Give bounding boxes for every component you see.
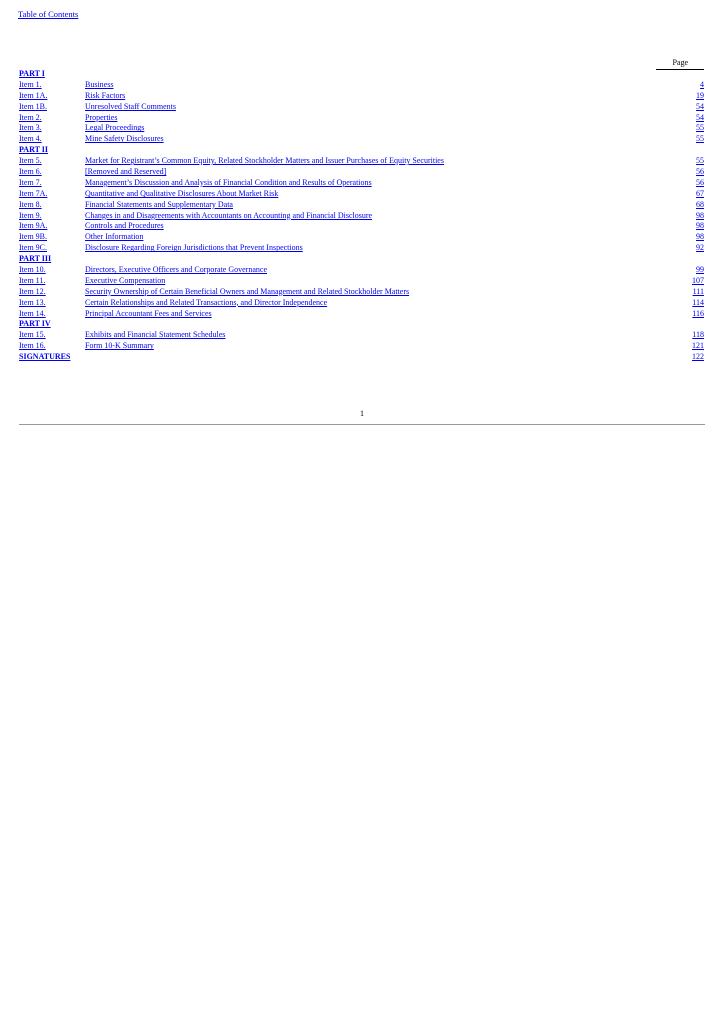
- toc-item-number-link[interactable]: Item 9B.: [19, 232, 47, 242]
- toc-page-link[interactable]: 19: [696, 90, 704, 100]
- toc-page-cell: [664, 156, 704, 167]
- table-of-contents: [19, 69, 704, 363]
- toc-item-title-link[interactable]: [Removed and Reserved]: [85, 167, 167, 177]
- toc-item-number-link[interactable]: Item 6.: [19, 167, 42, 177]
- toc-item-number-cell: [19, 80, 85, 91]
- toc-item-title-cell: [85, 232, 664, 243]
- toc-item-title-link[interactable]: Changes in and Disagreements with Accountants on Accounting and Financial Disclosure: [85, 210, 373, 220]
- toc-item-row: [19, 156, 704, 167]
- toc-page-cell: [664, 134, 704, 145]
- toc-item-row: [19, 200, 704, 211]
- toc-part-row: [19, 254, 704, 265]
- toc-item-number-cell: [19, 221, 85, 232]
- toc-item-title-link[interactable]: Properties: [85, 112, 118, 122]
- toc-item-number-cell: [19, 91, 85, 102]
- toc-item-title-link[interactable]: Business: [85, 79, 114, 89]
- toc-item-number-cell: [19, 178, 85, 189]
- toc-item-title-cell: [85, 211, 664, 222]
- toc-item-title-link[interactable]: Executive Compensation: [85, 275, 166, 285]
- toc-item-title-cell: [85, 243, 664, 254]
- toc-item-title-cell: [85, 276, 664, 287]
- toc-item-number-cell: [19, 232, 85, 243]
- toc-item-title-cell: [85, 134, 664, 145]
- toc-part-cell: [19, 69, 704, 80]
- toc-item-row: [19, 276, 704, 287]
- toc-page-link[interactable]: 55: [696, 156, 704, 166]
- toc-item-title-cell: [85, 287, 664, 298]
- toc-item-title-cell: [85, 309, 664, 320]
- toc-part-cell: [19, 145, 704, 156]
- toc-item-row: [19, 298, 704, 309]
- toc-item-number-link[interactable]: Item 1A.: [19, 90, 48, 100]
- toc-page-link[interactable]: 54: [696, 101, 704, 111]
- toc-item-number-link[interactable]: Item 2.: [19, 112, 42, 122]
- toc-item-title-link[interactable]: Legal Proceedings: [85, 123, 145, 133]
- toc-item-number-link[interactable]: Item 12.: [19, 286, 46, 296]
- toc-item-number-link[interactable]: Item 10.: [19, 265, 46, 275]
- toc-item-number-cell: [19, 309, 85, 320]
- toc-item-title-cell: [85, 113, 664, 124]
- toc-item-title-cell: [85, 265, 664, 276]
- toc-item-title-link[interactable]: Financial Statements and Supplementary Data: [85, 199, 233, 209]
- toc-item-row: [19, 189, 704, 200]
- toc-item-number-cell: [19, 156, 85, 167]
- toc-item-row: [19, 211, 704, 222]
- toc-item-row: [19, 123, 704, 134]
- toc-page-link[interactable]: 111: [692, 286, 704, 296]
- toc-page-link[interactable]: 92: [696, 243, 704, 253]
- toc-item-title-cell: [85, 102, 664, 113]
- toc-page-cell: [664, 211, 704, 222]
- toc-item-row: [19, 243, 704, 254]
- toc-page-cell: [664, 200, 704, 211]
- toc-item-title-link[interactable]: Controls and Procedures: [85, 221, 164, 231]
- toc-page-cell: [664, 298, 704, 309]
- toc-part-row: [19, 145, 704, 156]
- toc-part-row: [19, 319, 704, 330]
- toc-item-number-link[interactable]: Item 9.: [19, 210, 42, 220]
- toc-item-number-cell: [19, 287, 85, 298]
- toc-item-number-link[interactable]: Item 14.: [19, 308, 46, 318]
- toc-item-row: [19, 134, 704, 145]
- toc-item-number-cell: [19, 167, 85, 178]
- toc-page-cell: [664, 330, 704, 341]
- toc-item-row: [19, 287, 704, 298]
- toc-item-row: [19, 341, 704, 352]
- toc-item-number-link[interactable]: Item 9A.: [19, 221, 48, 231]
- toc-page-link[interactable]: 4: [700, 79, 704, 89]
- toc-item-number-link[interactable]: Item 3.: [19, 123, 42, 133]
- toc-item-title-link[interactable]: Exhibits and Financial Statement Schedules: [85, 330, 226, 340]
- toc-page-link[interactable]: 56: [696, 177, 704, 187]
- toc-page-cell: [664, 352, 704, 363]
- toc-item-title-link[interactable]: Certain Relationships and Related Transactions, and Director Independence: [85, 297, 328, 307]
- toc-item-number-cell: [19, 330, 85, 341]
- toc-item-number-link[interactable]: Item 5.: [19, 156, 42, 166]
- toc-item-row: [19, 102, 704, 113]
- toc-page-cell: [664, 221, 704, 232]
- toc-part-link[interactable]: PART I: [19, 69, 45, 78]
- toc-page-link[interactable]: 121: [692, 341, 704, 351]
- toc-item-title-link[interactable]: Mine Safety Disclosures: [85, 134, 164, 144]
- toc-item-row: [19, 113, 704, 124]
- toc-item-row: [19, 178, 704, 189]
- toc-item-number-cell: [19, 243, 85, 254]
- toc-page-link[interactable]: 55: [696, 134, 704, 144]
- toc-item-row: [19, 309, 704, 320]
- toc-page-link[interactable]: 98: [696, 210, 704, 220]
- toc-page-link[interactable]: 67: [696, 188, 704, 198]
- toc-page-link[interactable]: 56: [696, 167, 704, 177]
- toc-page-cell: [664, 102, 704, 113]
- toc-item-number-cell: [19, 200, 85, 211]
- toc-item-title-cell: [85, 330, 664, 341]
- toc-item-title-cell: [85, 298, 664, 309]
- toc-item-title-link[interactable]: Unresolved Staff Comments: [85, 101, 176, 111]
- toc-item-number-link[interactable]: Item 7A.: [19, 188, 48, 198]
- toc-item-number-link[interactable]: Item 9C.: [19, 243, 47, 253]
- toc-item-title-cell: [85, 189, 664, 200]
- toc-item-number-cell: [19, 341, 85, 352]
- page-number: 1: [360, 409, 364, 418]
- toc-item-row: [19, 167, 704, 178]
- toc-item-title-link[interactable]: Disclosure Regarding Foreign Jurisdictions that Prevent Inspections: [85, 243, 303, 253]
- toc-item-number-link[interactable]: Item 13.: [19, 297, 46, 307]
- toc-item-number-cell: [19, 189, 85, 200]
- toc-page-cell: [664, 80, 704, 91]
- toc-item-number-cell: [19, 123, 85, 134]
- toc-item-number-link[interactable]: Item 1B.: [19, 101, 47, 111]
- toc-item-title-link[interactable]: Risk Factors: [85, 90, 126, 100]
- toc-item-title-cell: [85, 178, 664, 189]
- toc-page-cell: [664, 309, 704, 320]
- toc-page-cell: [664, 123, 704, 134]
- toc-item-number-link[interactable]: Item 16.: [19, 341, 46, 351]
- toc-item-title-link[interactable]: Quantitative and Qualitative Disclosures About Market Risk: [85, 188, 279, 198]
- toc-part-cell: [19, 319, 704, 330]
- toc-part-row: [19, 69, 704, 80]
- toc-part-cell: [19, 254, 704, 265]
- toc-page-link[interactable]: 68: [696, 199, 704, 209]
- toc-item-number-cell: [19, 265, 85, 276]
- toc-item-row: [19, 265, 704, 276]
- toc-item-title-cell: [85, 156, 664, 167]
- toc-item-title-cell: [85, 341, 664, 352]
- toc-item-row: [19, 232, 704, 243]
- toc-item-title-cell: [85, 221, 664, 232]
- toc-page-cell: [664, 113, 704, 124]
- toc-part-cell: [19, 352, 664, 363]
- toc-item-title-link[interactable]: Market for Registrant’s Common Equity, Related Stockholder Matters and Issuer Purchases of Equity Securities: [85, 156, 444, 166]
- toc-item-title-link[interactable]: Principal Accountant Fees and Services: [85, 308, 212, 318]
- toc-item-title-link[interactable]: Security Ownership of Certain Beneficial Owners and Management and Related Stockholder Matters: [85, 286, 410, 296]
- toc-page-cell: [664, 189, 704, 200]
- toc-page-link[interactable]: 98: [696, 221, 704, 231]
- page-divider: [19, 424, 705, 425]
- toc-item-title-cell: [85, 200, 664, 211]
- toc-item-number-link[interactable]: Item 15.: [19, 330, 46, 340]
- toc-item-number-link[interactable]: Item 1.: [19, 79, 42, 89]
- toc-item-number-link[interactable]: Item 8.: [19, 199, 42, 209]
- toc-item-title-link[interactable]: Other Information: [85, 232, 144, 242]
- toc-page-link[interactable]: 55: [696, 123, 704, 133]
- toc-page-link[interactable]: 116: [692, 308, 704, 318]
- toc-page-link[interactable]: 54: [696, 112, 704, 122]
- toc-item-row: [19, 91, 704, 102]
- toc-item-row: [19, 80, 704, 91]
- toc-page-cell: [664, 178, 704, 189]
- toc-item-title-cell: [85, 91, 664, 102]
- toc-item-number-cell: [19, 298, 85, 309]
- toc-item-number-cell: [19, 113, 85, 124]
- toc-item-number-link[interactable]: Item 7.: [19, 177, 42, 187]
- page-column-header-label: Page: [672, 58, 688, 67]
- toc-item-row: [19, 221, 704, 232]
- toc-item-title-cell: [85, 167, 664, 178]
- toc-page-cell: [664, 232, 704, 243]
- toc-page-cell: [664, 243, 704, 254]
- toc-item-title-cell: [85, 123, 664, 134]
- toc-page-link[interactable]: 118: [692, 330, 704, 340]
- toc-item-title-link[interactable]: Form 10-K Summary: [85, 341, 154, 351]
- table-of-contents-link[interactable]: Table of Contents: [18, 9, 79, 19]
- toc-page-cell: [664, 287, 704, 298]
- toc-page-cell: [664, 341, 704, 352]
- toc-item-number-link[interactable]: Item 4.: [19, 134, 42, 144]
- toc-item-number-cell: [19, 134, 85, 145]
- toc-page-link[interactable]: 99: [696, 265, 704, 275]
- toc-item-number-cell: [19, 102, 85, 113]
- toc-item-title-link[interactable]: Directors, Executive Officers and Corporate Governance: [85, 265, 267, 275]
- toc-part-link[interactable]: SIGNATURES: [19, 352, 71, 362]
- toc-page-link[interactable]: 98: [696, 232, 704, 242]
- toc-part-row: [19, 352, 704, 363]
- toc-page-cell: [664, 167, 704, 178]
- toc-page-cell: [664, 265, 704, 276]
- toc-item-number-cell: [19, 211, 85, 222]
- toc-page-cell: [664, 91, 704, 102]
- toc-part-link[interactable]: PART III: [19, 254, 52, 264]
- toc-part-link[interactable]: PART IV: [19, 319, 51, 329]
- toc-page-link[interactable]: 122: [692, 352, 704, 362]
- toc-item-number-link[interactable]: Item 11.: [19, 275, 46, 285]
- toc-item-number-cell: [19, 276, 85, 287]
- toc-page-cell: [664, 276, 704, 287]
- toc-part-link[interactable]: PART II: [19, 145, 48, 155]
- toc-item-title-link[interactable]: Management’s Discussion and Analysis of Financial Condition and Results of Operations: [85, 177, 372, 187]
- toc-page-link[interactable]: 107: [692, 275, 704, 285]
- toc-item-row: [19, 330, 704, 341]
- toc-item-title-cell: [85, 80, 664, 91]
- toc-page-link[interactable]: 114: [692, 297, 704, 307]
